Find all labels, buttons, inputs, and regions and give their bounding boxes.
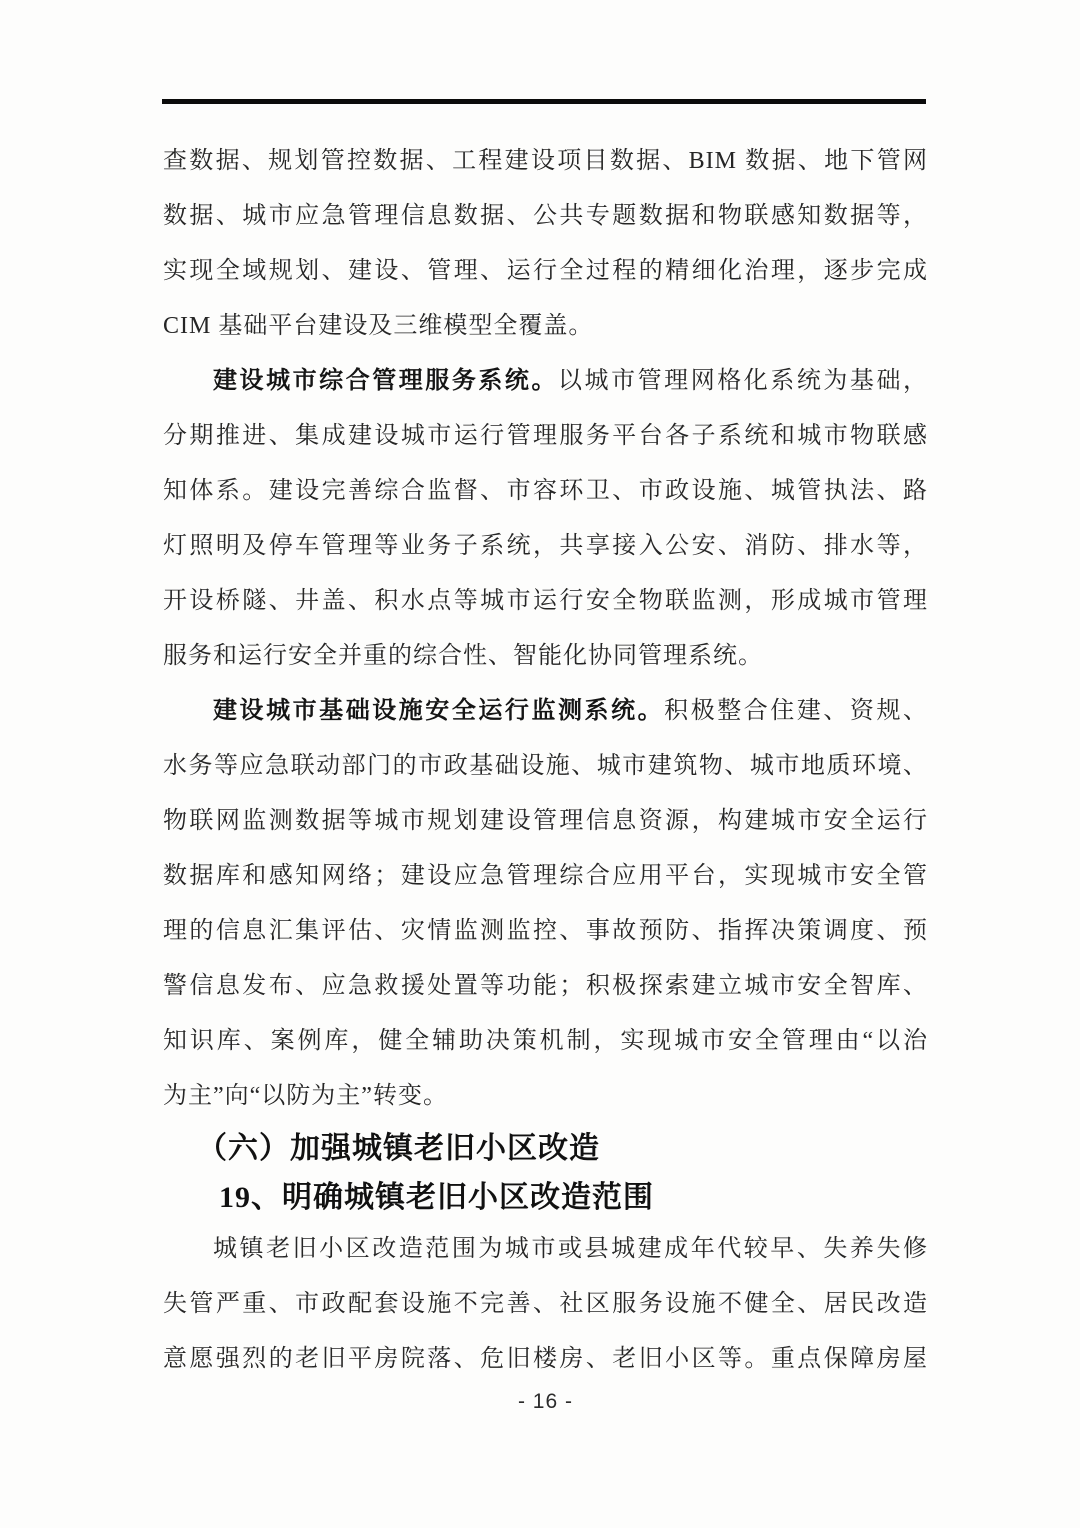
text-line: 理的信息汇集评估、灾情监测监控、事故预防、指挥决策调度、预 (163, 918, 928, 944)
text-line: 物联网监测数据等城市规划建设管理信息资源，构建城市安全运行 (163, 808, 928, 834)
text-line: 实现全域规划、建设、管理、运行全过程的精细化治理，逐步完成 (163, 258, 928, 284)
text-line: 城镇老旧小区改造范围为城市或县城建成年代较早、失养失修 (213, 1236, 928, 1262)
header-rule (162, 99, 926, 104)
lead-rest: 积极整合住建、资规、 (664, 698, 928, 724)
text-line: CIM 基础平台建设及三维模型全覆盖。 (163, 313, 594, 339)
text-line: 警信息发布、应急救援处置等功能；积极探索建立城市安全智库、 (163, 973, 928, 999)
text-line: 开设桥隧、井盖、积水点等城市运行安全物联监测，形成城市管理 (163, 588, 928, 614)
text-line: 分期推进、集成建设城市运行管理服务平台各子系统和城市物联感 (163, 423, 928, 449)
text-line: 数据、城市应急管理信息数据、公共专题数据和物联感知数据等， (163, 203, 928, 229)
page-body (163, 134, 928, 1387)
text-line: 失管严重、市政配套设施不完善、社区服务设施不健全、居民改造 (163, 1291, 928, 1317)
text-line: 水务等应急联动部门的市政基础设施、城市建筑物、城市地质环境、 (163, 753, 928, 779)
text-line: 服务和运行安全并重的综合性、智能化协同管理系统。 (163, 643, 763, 669)
sub-heading: 19、明确城镇老旧小区改造范围 (219, 1181, 654, 1214)
text-line (163, 684, 928, 739)
text-line: 灯照明及停车管理等业务子系统，共享接入公安、消防、排水等， (163, 533, 928, 559)
text-line: 为主”向“以防为主”转变。 (163, 1083, 448, 1109)
bold-lead: 建设城市基础设施安全运行监测系统。 (213, 698, 665, 724)
text-line (163, 354, 928, 409)
page-number: - 16 - (517, 1390, 573, 1413)
text-line: 数据库和感知网络；建设应急管理综合应用平台，实现城市安全管 (163, 863, 928, 889)
text-line: 知识库、案例库，健全辅助决策机制，实现城市安全管理由“以治 (163, 1028, 928, 1054)
lead-rest: 以城市管理网格化系统为基础， (558, 368, 928, 394)
text-line: 意愿强烈的老旧平房院落、危旧楼房、老旧小区等。重点保障房屋 (163, 1346, 928, 1372)
bold-lead: 建设城市综合管理服务系统。 (213, 368, 558, 394)
section-heading: （六）加强城镇老旧小区改造 (197, 1132, 600, 1165)
text-line: 知体系。建设完善综合监督、市容环卫、市政设施、城管执法、路 (163, 478, 928, 504)
text-line: 查数据、规划管控数据、工程建设项目数据、BIM 数据、地下管网 (163, 148, 928, 174)
